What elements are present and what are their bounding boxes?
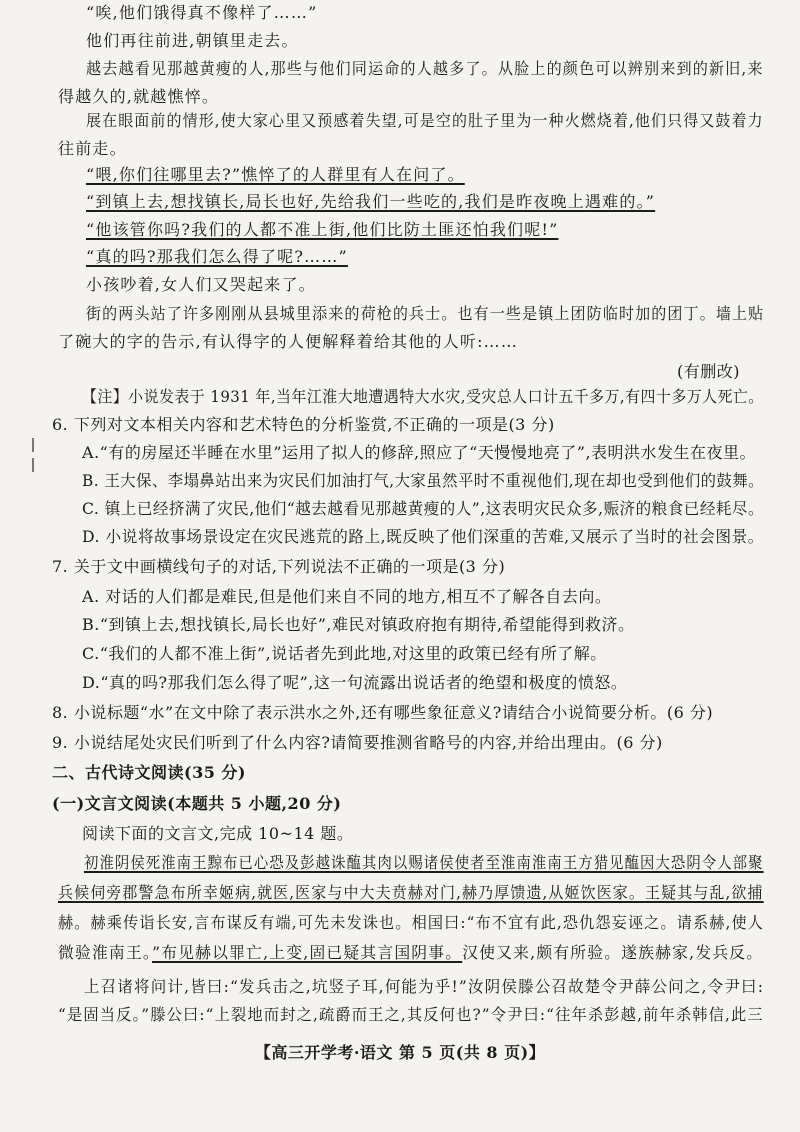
question-6-stem: 6. 下列对文本相关内容和艺术特色的分析鉴赏,不正确的一项是(3 分) [52, 415, 555, 434]
question-7-option-b: B.“到镇上去,想找镇长,局长也好”,难民对镇政府抱有期待,希望能得到救济。 [82, 615, 635, 634]
margin-mark [32, 438, 34, 452]
margin-mark [32, 458, 34, 472]
reading-instruction: 阅读下面的文言文,完成 10~14 题。 [82, 824, 354, 843]
question-6-option-d: D. 小说将故事场景设定在灾民逃荒的路上,既反映了他们深重的苦难,又展示了当时的社会图景。 [82, 527, 764, 546]
question-7-option-a: A. 对话的人们都是难民,但是他们来自不同的地方,相互不了解各自去向。 [82, 587, 612, 606]
classical-text-line: 赫。赫乘传诣长安,言布谋反有端,可先未发诛也。相国曰:“布不宜有此,恐仇怨妄诬之。请系赫,使人 [58, 913, 765, 932]
story-line: “唉,他们饿得真不像样了……” [86, 3, 318, 22]
dialogue-line-underlined: “他该管你吗?我们的人都不准上街,他们比防土匪还怕我们呢!” [86, 220, 559, 239]
story-line: 他们再往前进,朝镇里走去。 [86, 31, 299, 50]
page-footer: 【高三开学考·语文 第 5 页(共 8 页)】 [254, 1043, 546, 1062]
question-7-stem: 7. 关于文中画横线句子的对话,下列说法不正确的一项是(3 分) [52, 557, 506, 576]
question-6-option-a: A.“有的房屋还半睡在水里”运用了拟人的修辞,照应了“天慢慢地亮了”,表明洪水发生在夜里。 [82, 443, 757, 462]
story-line: 得越久的,就越憔悴。 [58, 87, 220, 106]
question-6-option-c: C. 镇上已经挤满了灾民,他们“越去越看见那越黄瘦的人”,这表明灾民众多,赈济的粮食已经耗尽。 [82, 499, 765, 518]
classical-text-line: 兵候伺旁郡警急布所幸姬病,就医,医家与中大夫贲赫对门,赫乃厚馈遗,从姬饮医家。王疑其与乱,欲捕 [58, 883, 764, 902]
story-line: 了碗大的字的告示,有认得字的人便解释着给其他的人听:…… [58, 332, 519, 351]
dialogue-line-underlined: “到镇上去,想找镇长,局长也好,先给我们一些吃的,我们是昨夜晚上遇难的。” [86, 192, 656, 211]
classical-text-line [58, 942, 763, 964]
subsection-title: (一)文言文阅读(本题共 5 小题,20 分) [52, 794, 342, 813]
classical-text-line: “是固当反。”滕公曰:“上裂地而封之,疏爵而王之,其反何也?”令尹曰:“往年杀彭越,前年杀韩信,此三 [58, 1005, 764, 1024]
question-7-option-d: D.“真的吗?那我们怎么得了呢”,这一句流露出说话者的绝望和极度的愤怒。 [82, 673, 628, 692]
dialogue-line-underlined: “真的吗?那我们怎么得了呢?……” [86, 247, 348, 266]
story-line: 小孩吵着,女人们又哭起来了。 [86, 275, 316, 294]
annotation-note: 【注】小说发表于 1931 年,当年江淮大地遭遇特大水灾,受灾总人口计五千多万,有四十多万人死亡。 [82, 387, 764, 406]
source-note: (有删改) [677, 362, 740, 381]
section-title: 二、古代诗文阅读(35 分) [52, 763, 246, 782]
question-9: 9. 小说结尾处灾民们听到了什么内容?请简要推测省略号的内容,并给出理由。(6 分) [52, 733, 663, 752]
story-line: 展在眼面前的情形,使大家心里又预感着失望,可是空的肚子里为一种火燃烧着,他们只得又鼓着力 [86, 111, 764, 130]
story-line: 街的两头站了许多刚刚从县城里添来的荷枪的兵士。也有一些是镇上团防临时加的团丁。墙上贴 [86, 304, 765, 323]
classical-text-segment: 微验淮南王。 [58, 943, 152, 962]
question-8: 8. 小说标题“水”在文中除了表示洪水之外,还有哪些象征意义?请结合小说简要分析。(6 分) [52, 703, 714, 722]
dialogue-line-underlined: “喂,你们往哪里去?”憔悴了的人群里有人在问了。 [86, 165, 465, 184]
classical-text-segment: ”布见赫以罪亡,上变,固已疑其言国阴事。 [151, 943, 463, 962]
question-6-option-b: B. 王大保、李塌鼻站出来为灾民们加油打气,大家虽然平时不重视他们,现在却也受到他们的鼓舞。 [82, 471, 764, 490]
question-7-option-c: C.“我们的人都不准上街”,说话者先到此地,对这里的政策已经有所了解。 [82, 644, 607, 663]
classical-text-line: 上召诸将问计,皆曰:“发兵击之,坑竖子耳,何能为乎!”汝阴侯滕公召故楚令尹薛公问之,令尹曰: [84, 977, 765, 996]
classical-text-segment: 汉使又来,颇有所验。遂族赫家,发兵反。 [462, 943, 764, 962]
story-line: 越去越看见那越黄瘦的人,那些与他们同运命的人越多了。从脸上的颜色可以辨别来到的新旧,来 [86, 59, 764, 78]
story-line: 往前走。 [58, 139, 127, 158]
classical-text-line: 初淮阴侯死淮南王黥布已心恐及彭越诛醢其肉以赐诸侯使者至淮南淮南王方猎见醢因大恐阴令人部聚 [84, 853, 764, 872]
